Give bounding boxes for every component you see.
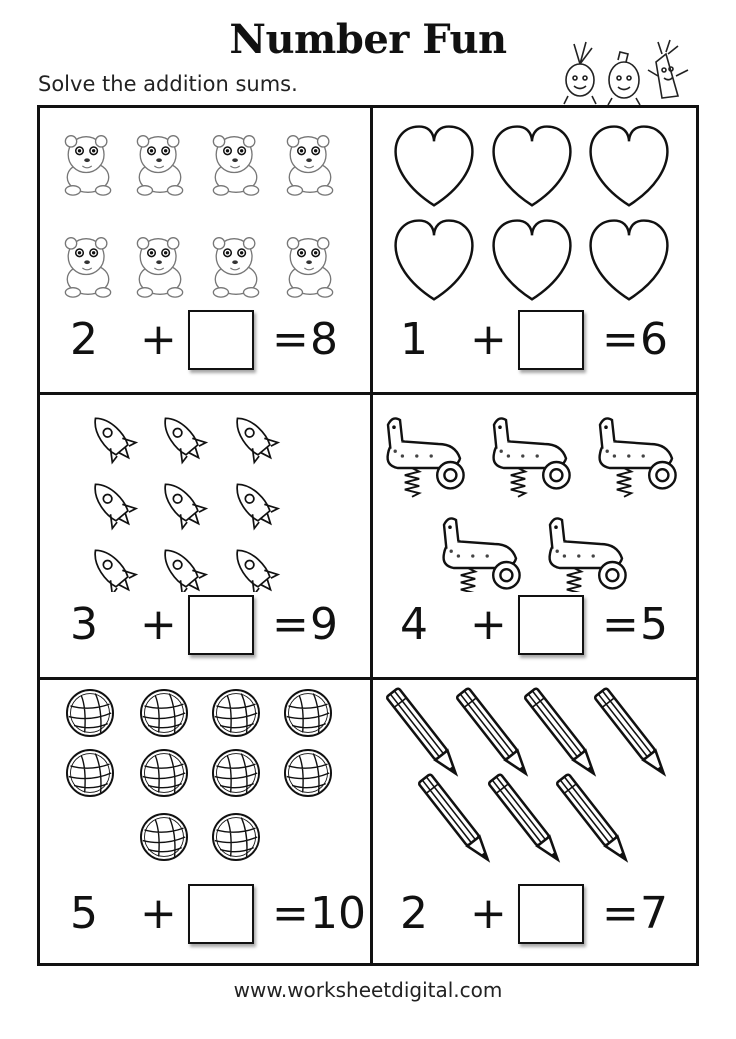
rocket-icon xyxy=(154,474,211,533)
volleyball-icon xyxy=(141,750,187,796)
plus-sign: + xyxy=(470,888,507,939)
answer-box[interactable] xyxy=(188,595,254,655)
sum-result: 9 xyxy=(310,599,338,650)
bear-icon xyxy=(137,136,182,195)
volleyball-icon xyxy=(213,750,259,796)
bear-icon xyxy=(213,238,258,297)
pencil-icon xyxy=(386,688,461,779)
answer-box[interactable] xyxy=(518,884,584,944)
volleyball-icon xyxy=(285,690,331,736)
heart-icon xyxy=(591,127,668,206)
equation xyxy=(370,879,696,949)
spring-rider-icon xyxy=(444,518,520,592)
heart-icon xyxy=(494,221,571,300)
volleyball-icon xyxy=(141,690,187,736)
picture-group xyxy=(370,677,696,877)
problem-cell xyxy=(370,392,696,674)
equation xyxy=(370,305,696,375)
problem-cell xyxy=(40,108,367,389)
rocket-icon xyxy=(84,408,141,467)
spring-rider-icon xyxy=(600,418,676,496)
volleyball-icon xyxy=(141,814,187,860)
answer-box[interactable] xyxy=(188,310,254,370)
pencil-icon xyxy=(418,774,493,865)
pencil-icon xyxy=(524,688,599,779)
equation xyxy=(40,879,367,949)
sum-result: 5 xyxy=(640,599,668,650)
equation xyxy=(40,590,367,660)
rocket-icon xyxy=(154,408,211,467)
pencil-icon xyxy=(456,688,531,779)
equals-sign: = xyxy=(272,888,309,939)
problem-cell xyxy=(40,392,367,674)
addend: 2 xyxy=(400,888,428,939)
equals-sign: = xyxy=(272,314,309,365)
rocket-icon xyxy=(226,474,283,533)
bear-icon xyxy=(137,238,182,297)
bear-icon xyxy=(65,136,110,195)
problem-cell xyxy=(370,108,696,389)
rocket-icon xyxy=(84,474,141,533)
rocket-icon xyxy=(226,540,283,592)
volleyball-icon xyxy=(67,750,113,796)
plus-sign: + xyxy=(470,599,507,650)
bear-icon xyxy=(287,238,332,297)
rocket-icon xyxy=(226,408,283,467)
picture-group xyxy=(40,392,367,592)
equation xyxy=(370,590,696,660)
answer-box[interactable] xyxy=(518,595,584,655)
volleyball-icon xyxy=(67,690,113,736)
equals-sign: = xyxy=(272,599,309,650)
spring-rider-icon xyxy=(494,418,570,496)
picture-group xyxy=(370,108,696,308)
instructions: Solve the addition sums. xyxy=(38,72,298,96)
page-title: Number Fun xyxy=(229,16,507,63)
addend: 3 xyxy=(70,599,98,650)
addend: 2 xyxy=(70,314,98,365)
vegetable-mascots-icon xyxy=(558,36,698,106)
problem-cell xyxy=(370,677,696,963)
volleyball-icon xyxy=(213,690,259,736)
footer-url: www.worksheetdigital.com xyxy=(233,978,503,1002)
problem-cell xyxy=(40,677,367,963)
volleyball-icon xyxy=(285,750,331,796)
equation xyxy=(40,305,367,375)
heart-icon xyxy=(396,127,473,206)
pencil-icon xyxy=(556,774,631,865)
bear-icon xyxy=(65,238,110,297)
spring-rider-icon xyxy=(388,418,464,496)
volleyball-icon xyxy=(213,814,259,860)
sum-result: 10 xyxy=(310,888,366,939)
picture-group xyxy=(40,677,367,877)
pencil-icon xyxy=(594,688,669,779)
rocket-icon xyxy=(84,540,141,592)
answer-box[interactable] xyxy=(518,310,584,370)
equals-sign: = xyxy=(602,599,639,650)
addend: 1 xyxy=(400,314,428,365)
sum-result: 8 xyxy=(310,314,338,365)
equals-sign: = xyxy=(602,314,639,365)
plus-sign: + xyxy=(140,314,177,365)
equals-sign: = xyxy=(602,888,639,939)
heart-icon xyxy=(396,221,473,300)
bear-icon xyxy=(287,136,332,195)
plus-sign: + xyxy=(470,314,507,365)
picture-group xyxy=(40,108,367,308)
picture-group xyxy=(370,392,696,592)
addend: 4 xyxy=(400,599,428,650)
heart-icon xyxy=(591,221,668,300)
pencil-icon xyxy=(488,774,563,865)
rocket-icon xyxy=(154,540,211,592)
plus-sign: + xyxy=(140,599,177,650)
sum-result: 6 xyxy=(640,314,668,365)
answer-box[interactable] xyxy=(188,884,254,944)
heart-icon xyxy=(494,127,571,206)
addend: 5 xyxy=(70,888,98,939)
spring-rider-icon xyxy=(550,518,626,592)
plus-sign: + xyxy=(140,888,177,939)
sum-result: 7 xyxy=(640,888,668,939)
bear-icon xyxy=(213,136,258,195)
